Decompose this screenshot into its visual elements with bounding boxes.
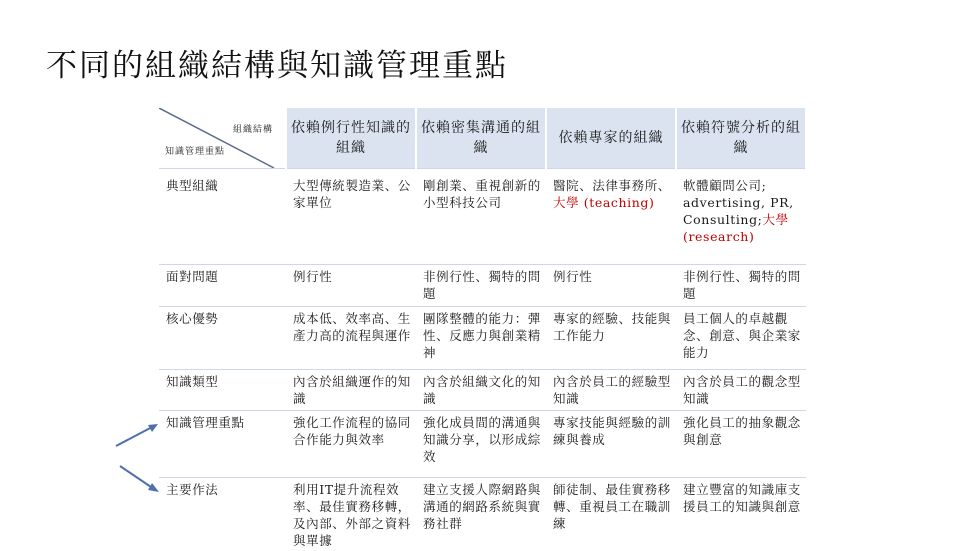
header-col-3: 依賴專家的組織 <box>546 108 676 169</box>
table-cell: 內含於組織文化的知識 <box>416 370 546 411</box>
cell-text: 軟體顧問公司; advertising, PR, Consulting; <box>683 178 794 227</box>
table-row <box>159 307 806 370</box>
table-cell: 例行性 <box>546 265 676 307</box>
page-title: 不同的組織結構與知識管理重點 <box>46 40 508 85</box>
corner-bottom-label: 知識管理重點 <box>165 144 225 161</box>
table-cell: 內含於員工的觀念型知識 <box>676 370 806 411</box>
row-label: 知識管理重點 <box>159 411 286 478</box>
corner-cell <box>159 108 286 169</box>
table-cell: 非例行性、獨特的問題 <box>416 265 546 307</box>
row-label: 面對問題 <box>159 265 286 307</box>
table-cell: 內含於員工的經驗型知識 <box>546 370 676 411</box>
cell-text: 醫院、法律事務所、 <box>553 178 671 193</box>
row-label: 主要作法 <box>159 478 286 551</box>
table-cell: 建立支援人際網路與溝通的網路系統與實務社群 <box>416 478 546 551</box>
table-row <box>159 411 806 478</box>
table-cell: 員工個人的卓越觀念、創意、與企業家能力 <box>676 307 806 370</box>
table-cell: 強化成員間的溝通與知識分享，以形成綜效 <box>416 411 546 478</box>
row-label: 知識類型 <box>159 370 286 411</box>
table-cell: 內含於組織運作的知識 <box>286 370 416 411</box>
table-cell: 非例行性、獨特的問題 <box>676 265 806 307</box>
table-cell: 建立豐富的知識庫支援員工的知識與創意 <box>676 478 806 551</box>
table-cell: 大型傳統製造業、公家單位 <box>286 169 416 265</box>
table-cell: 團隊整體的能力：彈性、反應力與創業精神 <box>416 307 546 370</box>
table-cell: 強化員工的抽象觀念與創意 <box>676 411 806 478</box>
corner-top-label: 組織結構 <box>233 122 273 139</box>
header-col-2: 依賴密集溝通的組織 <box>416 108 546 169</box>
header-col-4: 依賴符號分析的組織 <box>676 108 806 169</box>
cell-highlight-text: 大學 (teaching) <box>553 195 655 210</box>
header-row <box>159 108 806 169</box>
table-row <box>159 370 806 411</box>
table-row <box>159 169 806 265</box>
table-cell: 利用IT提升流程效率、最佳實務移轉，及內部、外部之資料與單據 <box>286 478 416 551</box>
header-col-1: 依賴例行性知識的組織 <box>286 108 416 169</box>
table-cell: 專家的經驗、技能與工作能力 <box>546 307 676 370</box>
table-cell <box>546 169 676 265</box>
arrow-icon <box>112 416 162 496</box>
table-cell: 強化工作流程的協同合作能力與效率 <box>286 411 416 478</box>
cell-highlight-text: 大學 (research) <box>683 212 789 244</box>
table-cell: 師徒制、最佳實務移轉、重視員工在職訓練 <box>546 478 676 551</box>
table-cell <box>676 169 806 265</box>
table-cell: 例行性 <box>286 265 416 307</box>
row-label: 核心優勢 <box>159 307 286 370</box>
org-km-table <box>159 108 807 551</box>
table-cell: 專家技能與經驗的訓練與養成 <box>546 411 676 478</box>
table-cell: 成本低、效率高、生產力高的流程與運作 <box>286 307 416 370</box>
table-cell: 剛創業、重視創新的小型科技公司 <box>416 169 546 265</box>
row-label: 典型組織 <box>159 169 286 265</box>
table-row <box>159 265 806 307</box>
